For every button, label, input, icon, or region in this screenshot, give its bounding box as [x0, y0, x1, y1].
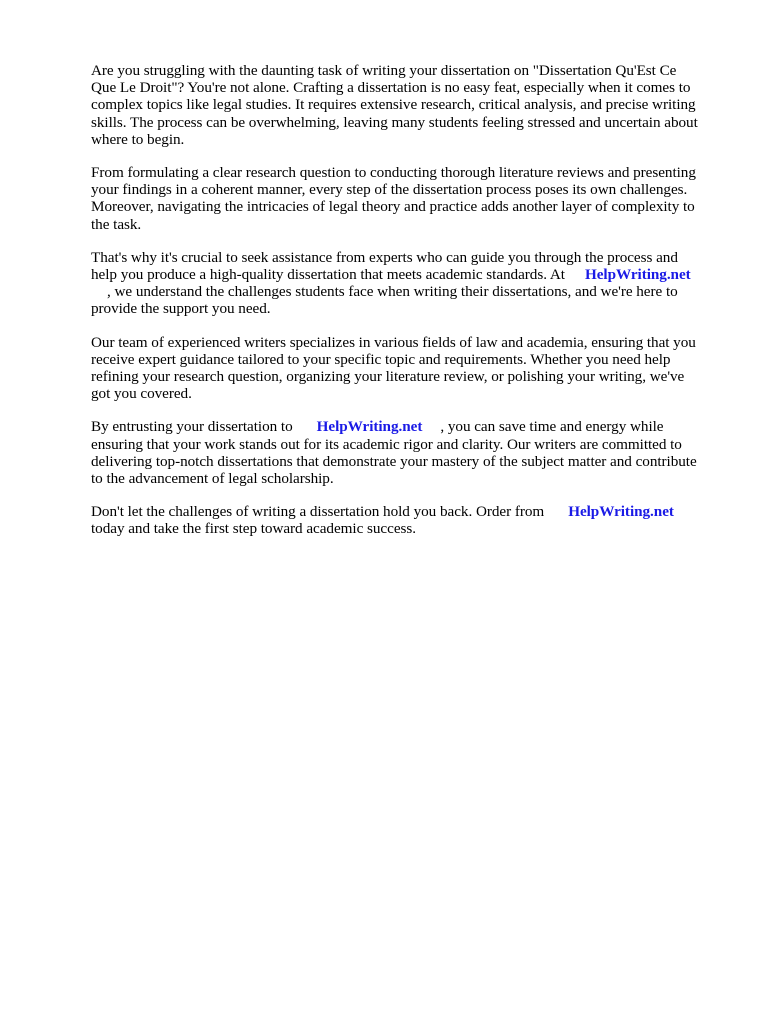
text-line: delivering top-notch dissertations that demonstrate your mastery of the subject matter and contribute — [91, 452, 697, 470]
text-line — [91, 266, 721, 283]
document-body — [91, 62, 721, 554]
text-segment: , we understand the challenges students face when writing their dissertations, and we're here to — [107, 283, 678, 301]
text-line: today and take the first step toward academic success. — [91, 520, 416, 538]
text-segment: help you produce a high-quality dissertation that meets academic standards. At — [91, 266, 565, 284]
text-line: to the advancement of legal scholarship. — [91, 470, 334, 488]
text-line: Are you struggling with the daunting task of writing your dissertation on "Dissertation Qu'Est Ce — [91, 62, 677, 79]
text-line: Our team of experienced writers specializes in various fields of law and academia, ensuring that you — [91, 333, 696, 351]
text-line — [91, 283, 721, 300]
text-segment: By entrusting your dissertation to — [91, 418, 293, 436]
text-segment: , you can save time and energy while — [440, 418, 664, 436]
paragraph-assistance — [91, 249, 721, 318]
paragraph-challenges — [91, 164, 721, 233]
text-line: ensuring that your work stands out for its academic rigor and clarity. Our writers are committed to — [91, 435, 682, 453]
helpwriting-link[interactable]: HelpWriting.net — [584, 266, 691, 284]
text-line: complex topics like legal studies. It requires extensive research, critical analysis, and precise writing — [91, 96, 696, 114]
paragraph-entrusting — [91, 418, 721, 487]
text-line: That's why it's crucial to seek assistance from experts who can guide you through the process and — [91, 248, 678, 266]
text-line: From formulating a clear research question to conducting thorough literature reviews and presenting — [91, 164, 696, 182]
paragraph-team — [91, 334, 721, 403]
text-line: Moreover, navigating the intricacies of legal theory and practice adds another layer of complexity to — [91, 198, 695, 216]
paragraph-order — [91, 503, 721, 537]
text-line: your findings in a coherent manner, every step of the dissertation process poses its own challenges. — [91, 181, 688, 199]
text-line: skills. The process can be overwhelming, leaving many students feeling stressed and uncertain about — [91, 113, 698, 131]
text-line: refining your research question, organizing your literature review, or polishing your writing, we've — [91, 368, 685, 386]
helpwriting-link[interactable]: HelpWriting.net — [568, 503, 674, 521]
text-line — [91, 503, 721, 520]
text-line: receive expert guidance tailored to your specific topic and requirements. Whether you need help — [91, 350, 671, 368]
text-line: got you covered. — [91, 385, 192, 403]
text-line: where to begin. — [91, 130, 185, 148]
helpwriting-link[interactable]: HelpWriting.net — [316, 418, 423, 436]
text-line: the task. — [91, 215, 142, 233]
text-line: provide the support you need. — [91, 300, 271, 318]
text-line — [91, 418, 721, 435]
paragraph-intro — [91, 62, 721, 148]
text-segment: Don't let the challenges of writing a dissertation hold you back. Order from — [91, 503, 545, 521]
text-line: Que Le Droit"? You're not alone. Crafting a dissertation is no easy feat, especially when it comes to — [91, 79, 691, 97]
